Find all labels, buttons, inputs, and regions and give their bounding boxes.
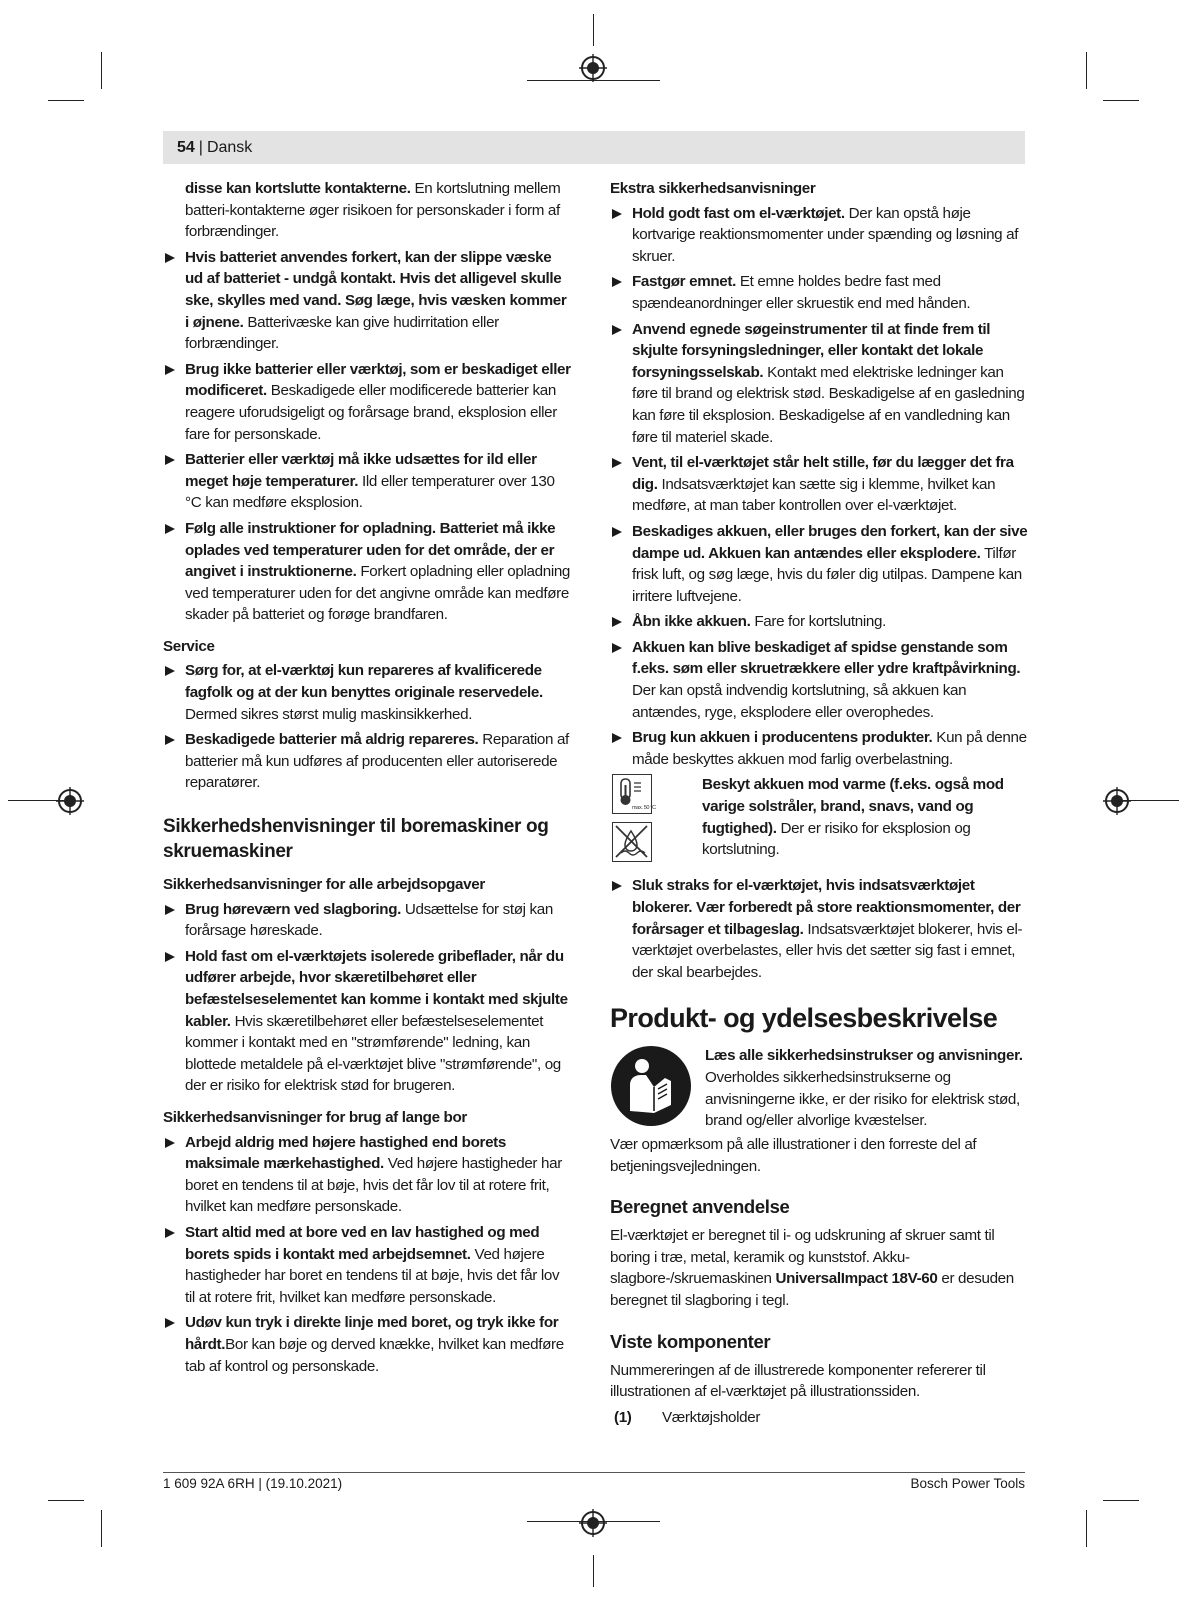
list-item: Brug høreværn ved slagboring. Udsættelse for støj kan forårsage høreskade. (163, 899, 571, 942)
crop-mark (1086, 52, 1087, 89)
subheading-service: Service (163, 637, 215, 655)
crop-mark (1123, 800, 1179, 801)
list-item: Brug kun akkuen i producentens produkter. Kun på denne måde beskyttes akkuen mod farlig overbelastning. (610, 727, 1028, 770)
page-number: 54 (177, 138, 195, 156)
list-item: Fastgør emnet. Et emne holdes bedre fast med spændeanordninger eller skruestik end med hånden. (610, 271, 1028, 314)
left-column (163, 178, 571, 1381)
bullet-triangle-icon (612, 527, 622, 537)
bullet-triangle-icon (165, 1138, 175, 1148)
bullet-triangle-icon (612, 643, 622, 653)
registration-mark-icon (56, 787, 84, 815)
list-item: Åbn ikke akkuen. Fare for kortslutning. (610, 611, 1028, 633)
registration-mark-icon (1103, 787, 1131, 815)
header-language: Dansk (206, 138, 253, 156)
page-header (163, 131, 1025, 164)
bullet-triangle-icon (165, 735, 175, 745)
bullet-triangle-icon (165, 365, 175, 375)
footer-doc-id: 1 609 92A 6RH | (19.10.2021) (163, 1476, 343, 1491)
read-manual-icon (610, 1045, 692, 1127)
product-heading: Produkt- og ydelsesbeskrivelse (610, 1003, 998, 1034)
crop-mark (593, 1555, 594, 1587)
bullet-triangle-icon (165, 1228, 175, 1238)
subheading-long-bits: Sikkerhedsanvisninger for brug af lange bor (163, 1108, 467, 1126)
subheading-extra: Ekstra sikkerhedsanvisninger (610, 180, 816, 197)
bullet-triangle-icon (612, 881, 622, 891)
crop-mark (48, 1500, 84, 1501)
list-item: Vent, til el-værktøjet står helt stille, før du lægger det fra dig. Indsatsværktøjet kan sætte sig i klemme, hvilket kan medføre, at man taber kontrollen over el-værktøjet. (610, 452, 1028, 517)
components-heading: Viste komponenter (610, 1330, 771, 1352)
bullet-triangle-icon (612, 277, 622, 287)
bullet-triangle-icon (165, 905, 175, 915)
components-intro: Nummereringen af de illustrerede komponenter refererer til illustrationen af el-værktøjet på illustrationssiden. (610, 1361, 986, 1401)
bullet-triangle-icon (165, 455, 175, 465)
bullet-triangle-icon (612, 617, 622, 627)
component-number: (1) (614, 1408, 632, 1426)
footer-brand: Bosch Power Tools (910, 1476, 1025, 1491)
max-temperature-icon (612, 774, 656, 814)
list-item: Arbejd aldrig med højere hastighed end borets maksimale mærkehastighed. Ved højere hastigheder har boret en tendens til at bøje, hvis det får lov til at rotere frit, hvilket kan medføre personskade. (163, 1132, 571, 1218)
registration-mark-icon (579, 1509, 607, 1537)
list-item: Hold godt fast om el-værktøjet. Der kan opstå høje kortvarige reaktionsmomenter under spænding og løsning af skruer. (610, 203, 1028, 268)
crop-mark (1103, 1500, 1139, 1501)
crop-mark (593, 14, 594, 46)
no-water-icon (612, 822, 652, 862)
continued-paragraph: disse kan kortslutte kontakterne. En kortslutning mellem batteri-kontakterne øger risikoen for personskader i form af forbrændinger. (185, 180, 561, 241)
bullet-triangle-icon (165, 952, 175, 962)
right-column (610, 178, 1028, 1428)
crop-mark (48, 100, 84, 101)
component-item (610, 1407, 1028, 1429)
registration-mark-icon (579, 54, 607, 82)
list-item: Beskadiges akkuen, eller bruges den forkert, kan der sive dampe ud. Akkuen kan antændes eller eksplodere. Tilfør frisk luft, og søg læge, hvis du føler dig utilpas. Dampene kan irritere luftvejene. (610, 521, 1028, 607)
header-separator: | (198, 138, 203, 156)
bullet-triangle-icon (612, 325, 622, 335)
list-item: Sluk straks for el-værktøjet, hvis indsatsværktøjet blokerer. Vær forberedt på store reaktionsmomenter, der forårsager et tilbageslag. Indsatsværktøjet blokerer, hvis el-værktøjet overbelastes, eller hvis det sætter sig fast i emnet, der skal bearbejdes. (610, 875, 1028, 983)
subheading-all-tasks: Sikkerhedsanvisninger for alle arbejdsopgaver (163, 876, 485, 894)
list-item: Akkuen kan blive beskadiget af spidse genstande som f.eks. søm eller skruetrækkere eller ydre kraftpåvirkning. Der kan opstå indvendig kortslutning, så akkuen kan antændes, ryge, eksplodere eller overophedes. (610, 637, 1028, 723)
bullet-triangle-icon (612, 733, 622, 743)
list-item: Sørg for, at el-værktøj kun repareres af kvalificerede fagfolk og at der kun benyttes originale reservedele. Dermed sikres størst mulig maskinsikkerhed. (163, 660, 571, 725)
heat-warning: max. 50 °C Beskyt akkuen mod varme (f.eks. også mod varige solstråler, brand, snavs, vand og fugtighed). Der er risiko for eksplosion og kortslutning. (610, 774, 1028, 870)
crop-mark (1103, 100, 1139, 101)
max-temperature-label: max. 50 °C (632, 805, 656, 812)
product-name: UniversalImpact 18V-60 (775, 1270, 938, 1288)
bullet-triangle-icon (165, 1318, 175, 1328)
crop-mark (101, 1510, 102, 1547)
list-item: Anvend egnede søgeinstrumenter til at finde frem til skjulte forsyningsledninger, eller kontakt det lokale forsyningsselskab. Kontakt med elektriske ledninger kan føre til brand og elektrisk stød. Beskadigelse af en gasledning kan føre til eksplosion. Beskadigelse af en vandledning kan føre til materiel skade. (610, 319, 1028, 449)
list-item: Hold fast om el-værktøjets isolerede gribeflader, når du udfører arbejde, hvor skæretilbehøret eller befæstelseselementet kan komme i kontakt med skjulte kabler. Hvis skæretilbehøret eller befæstelseselementet kommer i kontakt med en "strømførende" ledning, kan blottede metaldele på el-værktøjet blive "strømførende", og der er risiko for elektrisk stød for brugeren. (163, 946, 571, 1097)
list-item: Udøv kun tryk i direkte linje med boret, og tryk ikke for hårdt.Bor kan bøje og derved knække, hvilket kan medføre tab af kontrol og personskade. (163, 1312, 571, 1377)
intended-use-heading: Beregnet anvendelse (610, 1196, 790, 1218)
intended-use-paragraph: El-værktøjet er beregnet til i- og udskruning af skruer samt til boring i træ, metal, keramik og kunststof. Akku-slagbore-/skruemaskinen UniversalImpact 18V-60 er desuden beregnet til slagboring i tegl. (610, 1227, 1014, 1309)
bullet-triangle-icon (612, 209, 622, 219)
list-item: Følg alle instruktioner for opladning. Batteriet må ikke oplades ved temperaturer uden for det område, der er angivet i instruktionerne. Forkert opladning eller opladning ved temperaturer uden for det angivne område kan medføre skader på batteriet og forøge brandfaren. (163, 518, 571, 626)
bullet-triangle-icon (165, 666, 175, 676)
list-item: Beskadigede batterier må aldrig repareres. Reparation af batterier må kun udføres af producenten eller autoriserede reparatører. (163, 729, 571, 794)
bullet-triangle-icon (165, 524, 175, 534)
illustration-note: Vær opmærksom på alle illustrationer i den forreste del af betjeningsvejledningen. (610, 1136, 977, 1175)
bullet-triangle-icon (612, 458, 622, 468)
bullet-triangle-icon (165, 253, 175, 263)
list-item: Brug ikke batterier eller værktøj, som er beskadiget eller modificeret. Beskadigede eller modificerede batterier kan reagere uforudsigeligt og forårsage brand, eksplosion eller fare for personskade. (163, 359, 571, 445)
section-heading: Sikkerhedshenvisninger til boremaskiner og skruemaskiner (163, 816, 549, 863)
list-item: Hvis batteriet anvendes forkert, kan der slippe væske ud af batteriet - undgå kontakt. Hvis det alligevel skulle ske, skylles med vand. Søg læge, hvis væsken kommer i øjnene. Batterivæske kan give hudirritation eller forbrændinger. (163, 247, 571, 355)
crop-mark (101, 52, 102, 89)
crop-mark (1086, 1510, 1087, 1547)
read-instructions-note: Læs alle sikkerhedsinstrukser og anvisninger. Overholdes sikkerhedsinstrukserne og anvisningerne ikke, er der risiko for elektrisk stød, brand og/eller alvorlige kvæstelser. (610, 1045, 1028, 1134)
component-label: Værktøjsholder (662, 1408, 761, 1426)
footer-divider (163, 1472, 1025, 1473)
list-item: Batterier eller værktøj må ikke udsættes for ild eller meget høje temperaturer. Ild eller temperaturer over 130 °C kan medføre eksplosion. (163, 449, 571, 514)
list-item: Start altid med at bore ved en lav hastighed og med borets spids i kontakt med arbejdsemnet. Ved højere hastigheder har boret en tendens til at bøje, hvis det får lov til at rotere frit, hvilket kan medføre personskade. (163, 1222, 571, 1308)
